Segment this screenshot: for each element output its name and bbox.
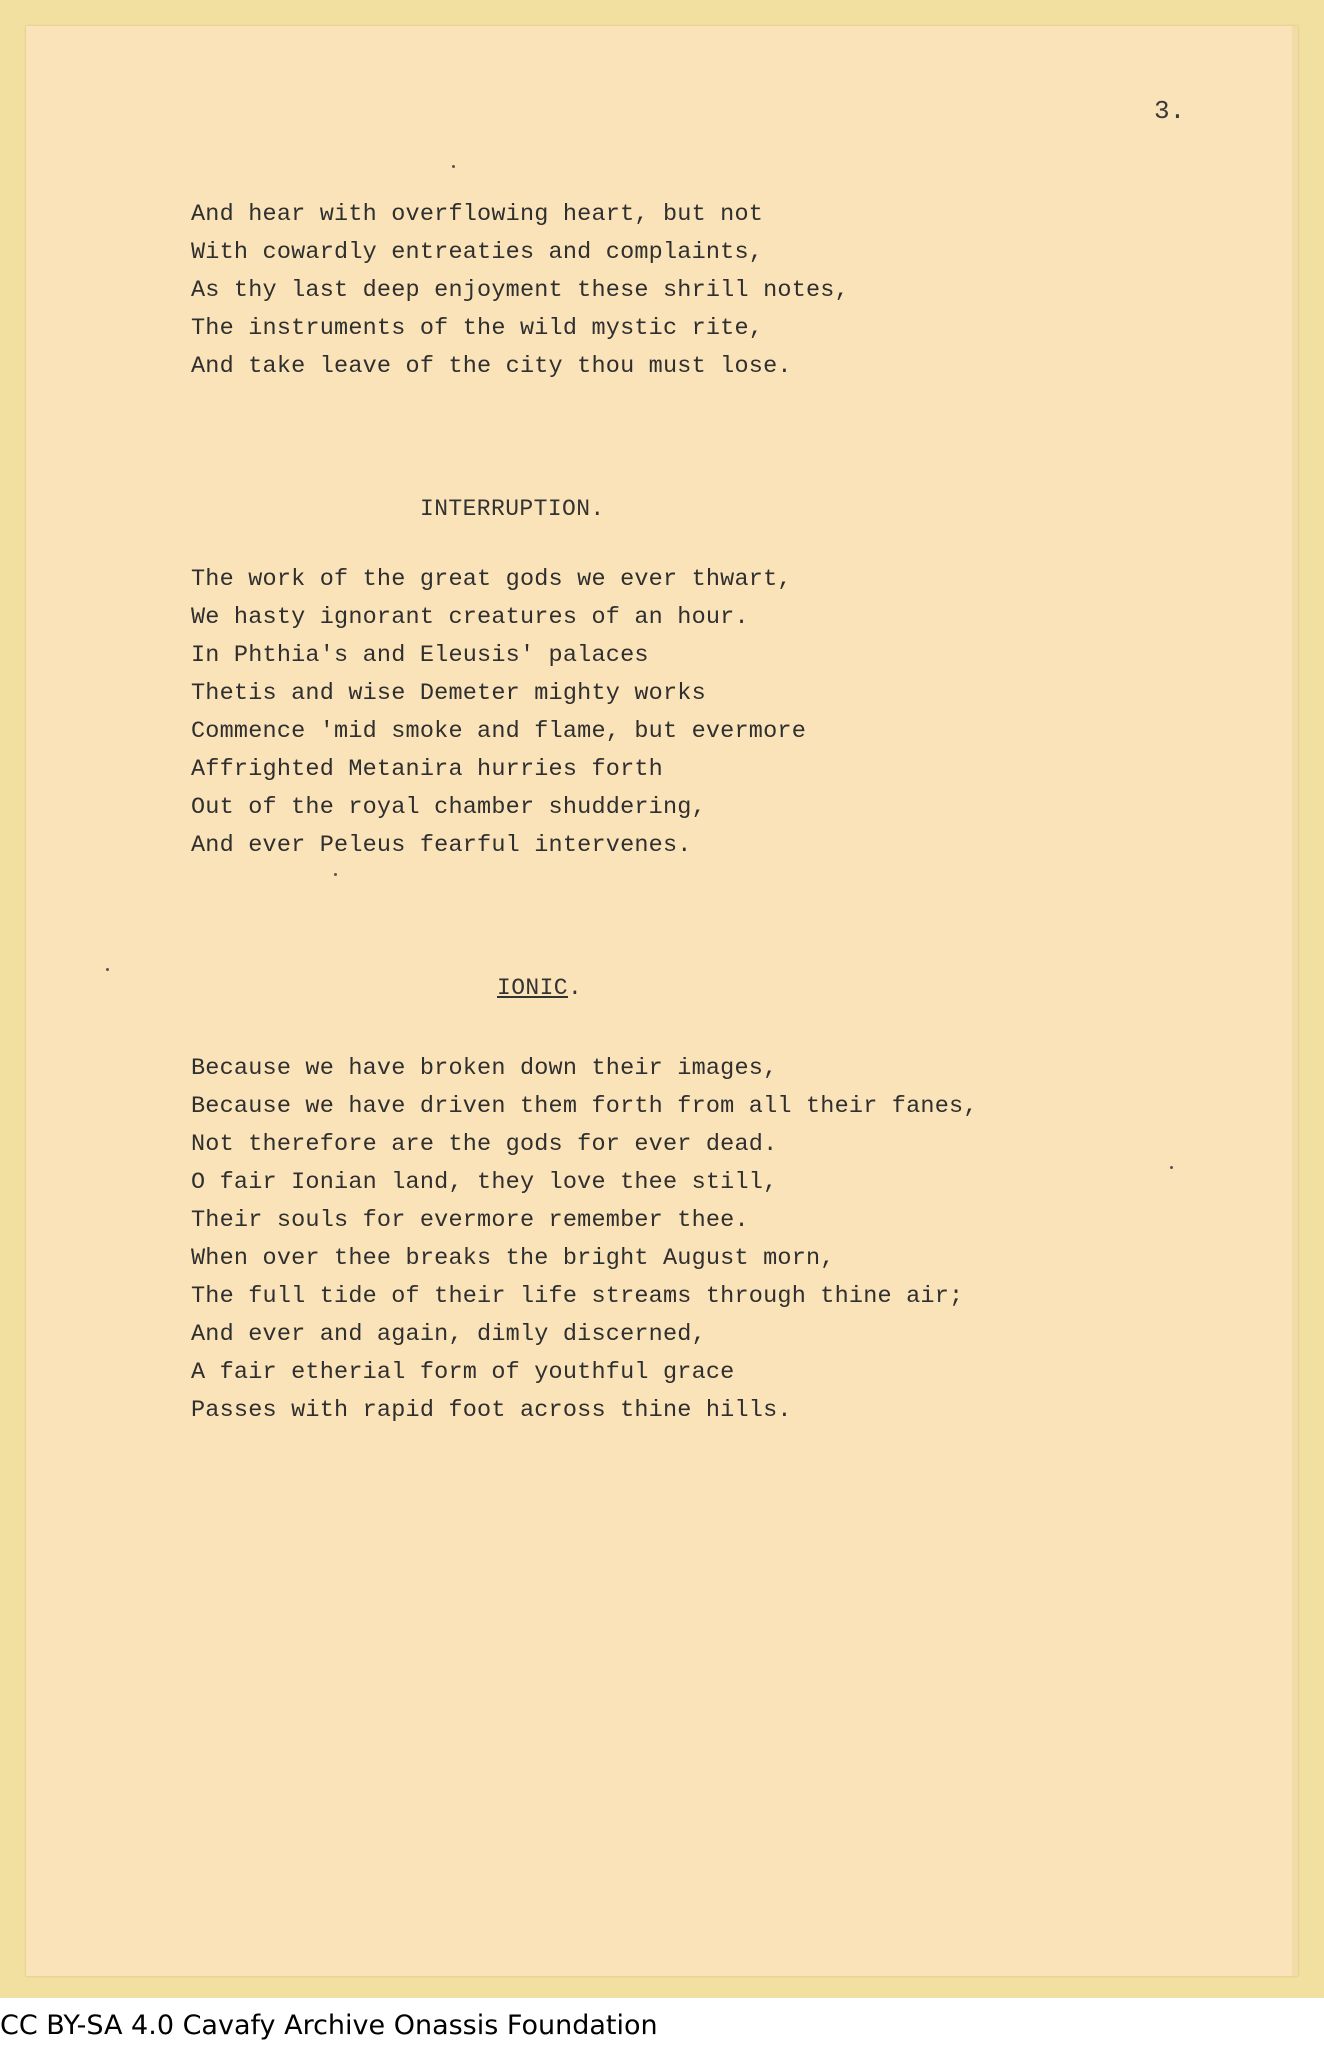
poem-line: And ever and again, dimly discerned, [191, 1321, 706, 1348]
poem-line: As thy last deep enjoyment these shrill notes, [191, 277, 849, 304]
poem-line: Commence 'mid smoke and flame, but evermore [191, 718, 806, 745]
poem-line: Thetis and wise Demeter mighty works [191, 680, 706, 707]
poem-title-interruption: INTERRUPTION. [420, 496, 605, 522]
poem-interruption [191, 561, 806, 865]
poem-line: And hear with overflowing heart, but not [191, 201, 764, 228]
paper-speck [106, 968, 109, 971]
stanza-intro [191, 196, 849, 386]
paper-speck [334, 873, 337, 876]
poem-title-ionic-text: IONIC [497, 975, 569, 1001]
poem-line: We hasty ignorant creatures of an hour. [191, 604, 749, 631]
poem-line: O fair Ionian land, they love thee still, [191, 1169, 778, 1196]
poem-line: With cowardly entreaties and complaints, [191, 239, 764, 266]
poem-line: And take leave of the city thou must lose. [191, 353, 792, 380]
poem-ionic [191, 1050, 978, 1430]
poem-line: When over thee breaks the bright August morn, [191, 1245, 835, 1272]
paper-speck [1170, 1166, 1173, 1169]
page-number: 3. [1154, 96, 1186, 126]
poem-line: Because we have broken down their images, [191, 1055, 778, 1082]
poem-line: In Phthia's and Eleusis' palaces [191, 642, 649, 669]
poem-line: Not therefore are the gods for ever dead. [191, 1131, 778, 1158]
poem-line: Passes with rapid foot across thine hills. [191, 1397, 792, 1424]
poem-line: Because we have driven them forth from all their fanes, [191, 1093, 978, 1120]
poem-title-ionic [497, 975, 582, 1001]
poem-line: Affrighted Metanira hurries forth [191, 756, 663, 783]
poem-line: The work of the great gods we ever thwart, [191, 566, 792, 593]
poem-line: The full tide of their life streams through thine air; [191, 1283, 964, 1310]
poem-line: A fair etherial form of youthful grace [191, 1359, 735, 1386]
poem-line: The instruments of the wild mystic rite, [191, 315, 764, 342]
paper-speck [452, 165, 455, 168]
poem-line: Their souls for evermore remember thee. [191, 1207, 749, 1234]
poem-line: Out of the royal chamber shuddering, [191, 794, 706, 821]
poem-line: And ever Peleus fearful intervenes. [191, 832, 692, 859]
license-credit: CC BY-SA 4.0 Cavafy Archive Onassis Foundation [0, 2010, 658, 2041]
page-edge [1292, 26, 1298, 1976]
poem-title-ionic-period: . [568, 975, 583, 1001]
footer-bar [0, 1998, 1324, 2057]
